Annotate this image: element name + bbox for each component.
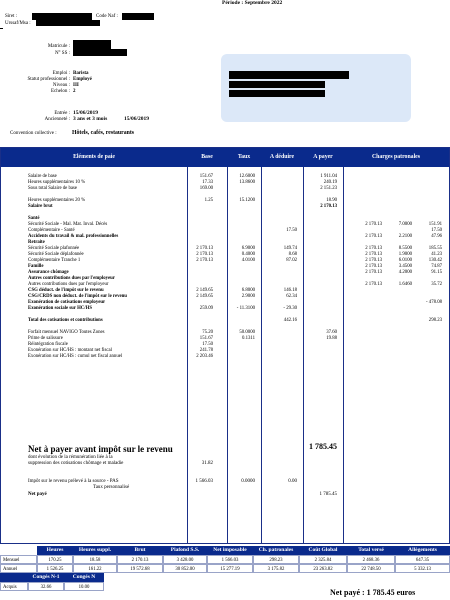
row-payer: 19.88 — [326, 336, 337, 341]
totals-header: Brut — [117, 546, 163, 555]
row-taux: 0.1311 — [241, 336, 255, 341]
urssaf-redaction — [36, 20, 100, 26]
row-pbase: 2 170.13 — [365, 264, 382, 269]
row-label: Total des cotisations et contributions — [28, 318, 103, 323]
row-pmont: 130.42 — [428, 258, 442, 263]
row-ptaux: 6.0100 — [398, 258, 412, 263]
totals-header: Heures suppl. — [73, 546, 117, 555]
totals-cell: 647.35 — [395, 555, 450, 564]
impot-label: Impôt sur le revenu prélevé à la source - PAS — [28, 479, 119, 484]
emploi-value: Barista — [73, 71, 89, 76]
row-deduire: 8.68 — [288, 252, 297, 257]
net-paye-label: Net payé — [28, 492, 47, 497]
row-ptaux: 1.6460 — [398, 282, 412, 287]
table-header — [1, 148, 449, 167]
row-label: Accidents du travail & mal. professionnelles — [28, 234, 119, 239]
row-base: 259.09 — [199, 306, 213, 311]
row-label: Sécurité Sociale - Mal. Mat. Inval. Décès — [28, 222, 108, 227]
row-label: Sécurité Sociale plafonnée — [28, 246, 80, 251]
pay-period: Période : Septembre 2022 — [222, 0, 283, 6]
row-pmont: 74.87 — [431, 264, 442, 269]
niveau-value: III — [73, 83, 79, 88]
row-label: Exonération sur HC/HS : cumul net fiscal annuel — [28, 354, 123, 359]
row-label: CSG/CRDS non déduct. de l'impôt sur le revenu — [28, 294, 127, 299]
header-a-deduire: A déduire — [269, 154, 295, 160]
address-redaction-2 — [229, 81, 325, 88]
row-pbase: 2 170.13 — [365, 270, 382, 275]
row-pbase: 2 170.13 — [365, 258, 382, 263]
impot-deduire: 0.00 — [288, 479, 297, 484]
emploi-label: Emploi : — [52, 71, 70, 76]
row-deduire: 442.16 — [283, 318, 297, 323]
row-base: 17.33 — [202, 180, 213, 185]
totals-cell: 19 572.68 — [117, 564, 163, 573]
row-label: Prime de salissure — [28, 336, 63, 341]
row-ptaux: 8.5500 — [398, 246, 412, 251]
totals-cell: 298.23 — [253, 555, 299, 564]
row-deduire: 62.34 — [286, 294, 297, 299]
row-taux: 13.8600 — [239, 180, 255, 185]
totals-header: Ch. patronales — [253, 546, 299, 555]
taux-personnalise: Taux personnalisé — [93, 485, 130, 490]
entree-label: Entrée : — [54, 111, 70, 116]
statut-value: Employé — [73, 77, 92, 82]
row-pmont: - 478.08 — [426, 300, 442, 305]
totals-row-label: Annuel — [0, 564, 37, 573]
header-taux: Taux — [237, 154, 251, 160]
row-pbase: 2 170.13 — [365, 246, 382, 251]
row-payer: 2 170.13 — [320, 204, 337, 209]
totals-header: Heures — [37, 546, 73, 555]
row-label: Réintégration fiscale — [28, 342, 68, 347]
row-base: 169.00 — [199, 186, 213, 191]
row-pmont: 35.72 — [431, 282, 442, 287]
row-taux: 2.9000 — [241, 294, 255, 299]
row-label: Assurance chômage — [28, 270, 69, 275]
row-pmont: 151.91 — [428, 222, 442, 227]
row-payer: 37.60 — [326, 330, 337, 335]
row-ptaux: 3.4500 — [398, 264, 412, 269]
totals-cell: 1 566.03 — [207, 555, 253, 564]
totals-header: Plafond S.S. — [163, 546, 207, 555]
row-label: CSG déduct. de l'impôt sur le revenu — [28, 288, 104, 293]
acquis-n: 10.00 — [64, 582, 104, 591]
row-taux: 4.0100 — [241, 258, 255, 263]
row-payer: 18.90 — [326, 198, 337, 203]
totals-cell: 23 263.82 — [299, 564, 347, 573]
row-taux: - 11.3100 — [236, 306, 255, 311]
address-redaction-1 — [229, 71, 349, 79]
evolution-line-1: dont évolution de la rémunération liée à la — [28, 455, 113, 460]
totals-cell: 15 277.19 — [207, 564, 253, 573]
totals-cell: 3 428.00 — [163, 555, 207, 564]
convention-value: Hôtels, cafés, restaurants — [72, 130, 135, 136]
row-taux: 15.1200 — [239, 198, 255, 203]
row-deduire: 87.02 — [286, 258, 297, 263]
row-label: Retraite — [28, 240, 45, 245]
totals-header: Net imposable — [207, 546, 253, 555]
row-deduire: 17.50 — [286, 228, 297, 233]
anciennete-date: 15/06/2019 — [124, 116, 150, 122]
row-base: 75.20 — [202, 330, 213, 335]
row-base: 2 170.13 — [196, 246, 213, 251]
niveau-label: Niveau : — [52, 83, 70, 88]
totals-cell: 2 170.13 — [117, 555, 163, 564]
row-base: 2 203.46 — [196, 354, 213, 359]
net-paye-footer: Net payé : 1 785.45 euros — [330, 588, 416, 597]
row-label: Sécurité Sociale déplafonnée — [28, 252, 84, 257]
net-paye-value: 1 785.45 — [319, 492, 337, 497]
row-payer: 240.19 — [323, 180, 337, 185]
acquis-n1: 32.66 — [28, 582, 64, 591]
totals-cell: 2 468.36 — [347, 555, 395, 564]
row-taux: 12.6000 — [239, 174, 255, 179]
statut-label: Statut professionnel : — [27, 77, 70, 82]
row-taux: 50.0000 — [239, 330, 255, 335]
row-label: Salaire de base — [28, 174, 57, 179]
matricule-label: Matricule : — [47, 44, 70, 49]
header-base: Base — [201, 154, 213, 160]
row-pbase: 2 170.13 — [365, 282, 382, 287]
row-payer: 2 151.23 — [320, 186, 337, 191]
anciennete-value: 3 ans et 3 mois — [73, 116, 108, 122]
payslip-table — [0, 147, 450, 544]
row-payer: 1 911.04 — [320, 174, 337, 179]
row-ptaux: 7.0000 — [398, 222, 412, 227]
urssaf-label: Urssaf/Msa : — [5, 21, 31, 26]
totals-cell: 161.22 — [73, 564, 117, 573]
naf-redaction — [122, 13, 154, 20]
row-pbase: 2 170.13 — [365, 234, 382, 239]
row-taux: 0.4000 — [241, 252, 255, 257]
evolution-base: 31.82 — [201, 461, 213, 466]
row-label: Sous total Salaire de base — [28, 186, 78, 191]
row-base: 2 149.65 — [196, 294, 213, 299]
row-deduire: - 29.30 — [283, 306, 297, 311]
row-pbase: 2 170.13 — [365, 252, 382, 257]
row-label: Santé — [28, 216, 40, 221]
row-deduire: 146.18 — [283, 288, 297, 293]
totals-cell: 22 748.50 — [347, 564, 395, 573]
fold-mark — [0, 28, 3, 29]
evolution-line-2: suppression des cotisations chômage et maladie — [28, 461, 124, 466]
address-redaction-3 — [229, 90, 325, 97]
convention-label: Convention collective : — [10, 131, 57, 136]
code-naf-label: Code Naf : — [96, 14, 118, 19]
header-a-payer: A payer — [313, 154, 333, 160]
totals-header: Coût Global — [299, 546, 347, 555]
row-base: 2 170.13 — [196, 252, 213, 257]
totals-header: Allègements — [395, 546, 450, 555]
row-label: Autres contributions dues par l'employeur — [28, 282, 109, 287]
impot-taux: 0.0000 — [241, 479, 255, 484]
totals-cell: 3 175.82 — [253, 564, 299, 573]
row-pbase: 2 170.13 — [365, 222, 382, 227]
row-base: 17.50 — [202, 342, 213, 347]
row-taux: 6.9000 — [241, 246, 255, 251]
nss-label: N° SS : — [54, 51, 70, 56]
row-label: Complémentaire Tranche 1 — [28, 258, 81, 263]
row-ptaux: 2.2100 — [398, 234, 412, 239]
row-base: 151.67 — [199, 174, 213, 179]
row-base: 2 149.65 — [196, 288, 213, 293]
siret-redaction — [32, 13, 92, 20]
totals-cell: 1 526.25 — [37, 564, 73, 573]
row-base: 241.78 — [199, 348, 213, 353]
row-label: Famille — [28, 264, 44, 269]
row-pmont: 185.55 — [428, 246, 442, 251]
row-ptaux: 1.9000 — [398, 252, 412, 257]
totals-cell: 2 325.84 — [299, 555, 347, 564]
row-pmont: 298.23 — [428, 318, 442, 323]
row-ptaux: 4.2000 — [398, 270, 412, 275]
row-label: Autres contributions dues par l'employeur — [28, 276, 115, 281]
totals-header: Total versé — [347, 546, 395, 555]
row-label: Forfait mensuel NAVIGO Toutes Zones — [28, 330, 105, 335]
row-pmont: 47.96 — [431, 234, 442, 239]
row-label: Heures supplémentaires 10 % — [28, 180, 86, 185]
acquis-label: Acquis — [0, 582, 28, 591]
header-elements: Eléments de paie — [73, 154, 115, 160]
nss-redaction — [73, 49, 127, 56]
row-label: Exonération sur HC/HS : montant net fiscal — [28, 348, 112, 353]
row-deduire: 149.74 — [283, 246, 297, 251]
net-avant-impot-label: Net à payer avant impôt sur le revenu — [28, 444, 173, 454]
echelon-value: 2 — [73, 89, 76, 94]
siret-label: Siret : — [5, 14, 18, 19]
row-label: Complémentaire - Santé — [28, 228, 75, 233]
totals-row-label: Mensuel — [0, 555, 37, 564]
conges-n-header: Congés N — [64, 573, 104, 582]
address-panel — [221, 54, 411, 122]
row-taux: 6.8000 — [241, 288, 255, 293]
anciennete-label: Ancienneté : — [44, 117, 70, 122]
totals-cell: 30 852.00 — [163, 564, 207, 573]
row-base: 2 170.13 — [196, 258, 213, 263]
row-label: Salaire brut — [28, 204, 53, 209]
matricule-redaction — [73, 40, 111, 49]
entree-value: 15/06/2019 — [73, 110, 99, 116]
conges-corner — [0, 573, 28, 582]
row-label: Exonération sociale sur HC/HS — [28, 306, 93, 311]
net-avant-impot-value: 1 785.45 — [309, 442, 337, 451]
totals-cell: 5 332.13 — [395, 564, 450, 573]
row-pmont: 17.50 — [431, 228, 442, 233]
row-label: Exonération de cotisations employeur — [28, 300, 106, 305]
row-pmont: 41.23 — [431, 252, 442, 257]
totals-cell: 18.58 — [73, 555, 117, 564]
conges-n1-header: Congés N-1 — [28, 573, 64, 582]
row-pmont: 91.15 — [431, 270, 442, 275]
impot-base: 1 566.03 — [195, 479, 213, 484]
totals-cell: 170.25 — [37, 555, 73, 564]
table-row — [1, 354, 449, 360]
echelon-label: Echelon : — [50, 89, 70, 94]
row-base: 1.25 — [204, 198, 213, 203]
row-base: 151.67 — [199, 336, 213, 341]
row-label: Heures supplémentaires 20 % — [28, 198, 86, 203]
header-charges: Charges patronales — [371, 154, 421, 160]
